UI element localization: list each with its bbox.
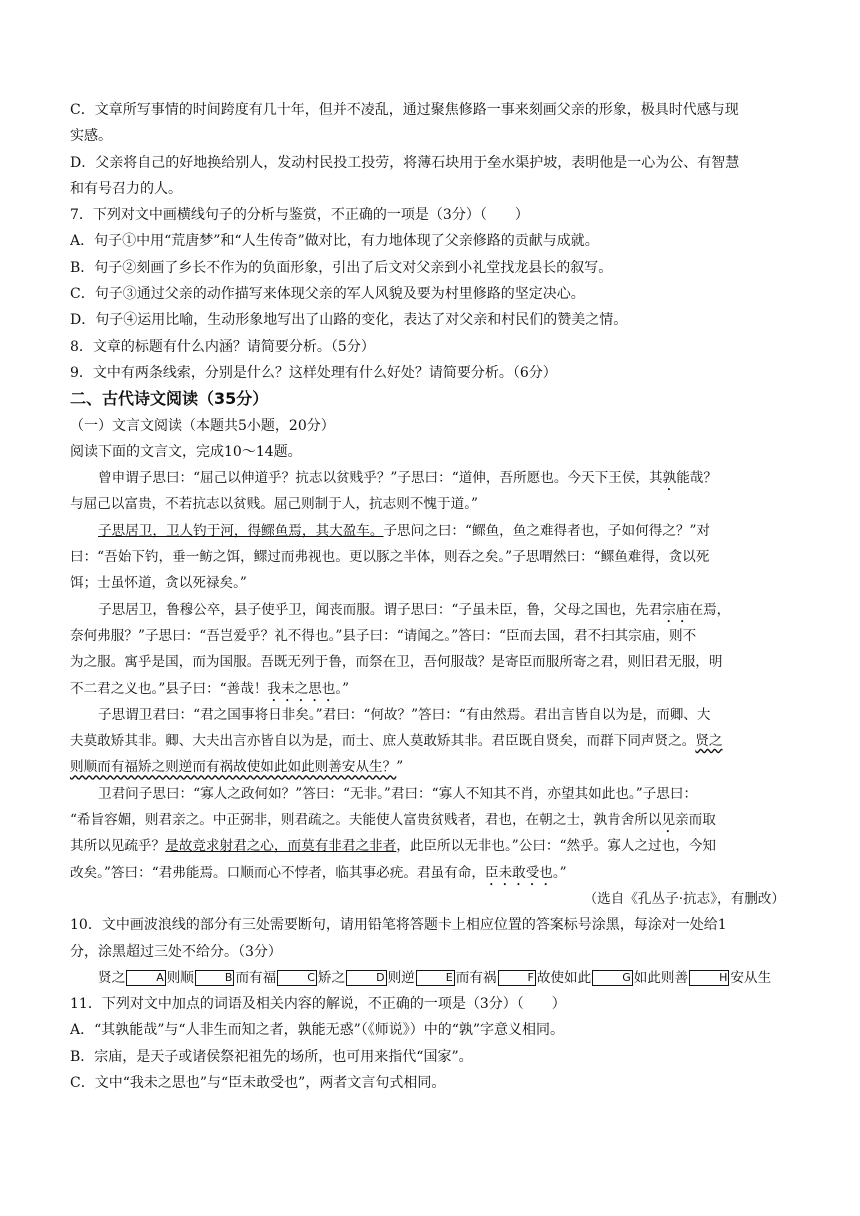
break-option-c[interactable]: C <box>277 970 317 986</box>
passage-p5-line4: 改矣。”答曰：“君弗能焉。口顺而心不悖者，临其事必疣。君虽有命，臣未敢受也。” <box>70 864 567 881</box>
option-11a: A．“其孰能哉”与“人非生而知之者，孰能无惑”（《师说》）中的“孰”字意义相同。 <box>70 1022 565 1039</box>
break-option-g[interactable]: G <box>592 970 633 986</box>
option-11c: C．文中“我未之思也”与“臣未敢受也”，两者文言句式相同。 <box>70 1074 446 1091</box>
dotted-word-jian: 见 <box>661 812 676 829</box>
passage-p4-line1: 子思谓卫君曰：“君之国事将日非矣。”君曰：“何故？”答曰：“有由然焉。君出言皆自以为是，而卿、大 <box>98 706 711 723</box>
option-7d: D．句子④运用比喻，生动形象地写出了山路的变化，表达了对父亲和村民们的赞美之情。 <box>70 312 628 329</box>
question-7: 7．下列对文中画横线句子的分析与鉴赏，不正确的一项是（3分）（ ） <box>70 207 529 224</box>
wavy-segment-1: 贤之 <box>695 733 723 750</box>
passage-source: （选自《孔丛子·抗志》，有删改） <box>583 890 785 907</box>
passage-p1-line1: 曾申谓子思曰：“屈己以伸道乎？抗志以贫贱乎？”子思曰：“道伸，吾所愿也。今天下王侯，其孰能哉？ <box>98 470 717 487</box>
break-segment: 贤之 <box>98 969 126 986</box>
passage-p4-line2: 夫莫敢矫其非。卿、大夫出言亦皆自以为是，而士、庶人莫敢矫其非。君臣既自贤矣，而群下同声贤之。贤之 <box>70 733 723 750</box>
subsection-heading: （一）文言文阅读（本题共5小题，20分） <box>70 417 335 434</box>
question-10-cont: 分，涂黑超过三处不给分。（3分） <box>70 943 282 960</box>
dotted-word-shu: 孰 <box>662 470 677 487</box>
underlined-sentence-2: 是故竞求射君之心，而莫有非君之非者 <box>165 838 397 855</box>
passage-p3-line2: 奈何弗服？”子思曰：“吾岂爱乎？礼不得也。”县子曰：“请闻之。”答曰：“臣而去国，君不扫其宗庙，则不 <box>70 627 697 644</box>
break-segment: 则顺 <box>166 969 194 986</box>
break-option-d[interactable]: D <box>346 970 386 986</box>
question-10: 10．文中画波浪线的部分有三处需要断句，请用铅笔将答题卡上相应位置的答案标号涂黑，每涂对一处给1 <box>70 917 727 934</box>
break-segment: 安从生 <box>730 969 772 986</box>
passage-p2-line3: 饵；士虽怀道，贪以死禄矣。” <box>70 575 247 592</box>
reading-instruction: 阅读下面的文言文，完成10～14题。 <box>70 443 302 460</box>
dotted-phrase-2: 臣未敢受也 <box>484 864 553 881</box>
break-segment: 而有福 <box>235 969 277 986</box>
exam-page <box>70 97 795 1096</box>
option-7a: A．句子①中用“荒唐梦”和“人生传奇”做对比，有力地体现了父亲修路的贡献与成就。 <box>70 233 599 250</box>
sentence-break-options <box>70 965 795 991</box>
passage-p5-line3: 其所以见疏乎？是故竞求射君之心，而莫有非君之非者，此臣所以无非也。”公曰：“然乎。寡人之过也，今知 <box>70 838 717 855</box>
dotted-word-zongmiao: 宗庙 <box>662 601 690 618</box>
question-9: 9．文中有两条线索，分别是什么？这样处理有什么好处？请简要分析。（6分） <box>70 364 557 381</box>
passage-p3-line4: 不二君之义也。”县子曰：“善哉！我未之思也。” <box>70 680 350 697</box>
break-option-f[interactable]: F <box>498 970 536 986</box>
passage-p2-line1: 子思居卫，卫人钓于河，得鳏鱼焉，其大盈车。子思问之曰：“鳏鱼，鱼之难得者也，子如何得之？”对 <box>98 522 711 539</box>
option-6d: D．父亲将自己的好地换给别人，发动村民投工投劳，将薄石块用于垒水渠护坡，表明他是一心为公、有智慧 <box>70 154 740 171</box>
break-option-a[interactable]: A <box>126 970 166 986</box>
break-segment: 而有祸 <box>455 969 497 986</box>
passage-p2-line2: 曰：“吾始下钓，垂一鲂之饵，鳏过而弗视也。更以豚之半体，则吞之矣。”子思喟然曰：“鳏鱼难得，贪以死 <box>70 549 710 566</box>
break-option-h[interactable]: H <box>689 970 729 986</box>
option-6c-cont: 实感。 <box>70 128 112 145</box>
passage-p3-line1: 子思居卫，鲁穆公卒，县子使乎卫，闻丧而服。谓子思曰：“子虽未臣，鲁，父母之国也，先君宗庙在焉， <box>98 601 731 618</box>
passage-p5-line2: “希旨容媚，则君亲之。中正弼非，则君疏之。夫能使人富贵贫贱者，君也，在朝之士，孰肯舍所以见亲而取 <box>70 812 716 829</box>
option-11b: B．宗庙，是天子或诸侯祭祀祖先的场所，也可用来指代“国家”。 <box>70 1048 473 1065</box>
option-6c: C．文章所写事情的时间跨度有几十年，但并不凌乱，通过聚焦修路一事来刻画父亲的形象，极具时代感与现 <box>70 102 739 118</box>
question-8: 8．文章的标题有什么内涵？请简要分析。（5分） <box>70 338 375 355</box>
wavy-segment-2: 则顺而有福矫之则逆而有祸故使如此如此则善安从生？ <box>70 759 397 776</box>
question-11: 11．下列对文中加点的词语及相关内容的解说，不正确的一项是（3分）（ ） <box>70 996 566 1013</box>
passage-p3-line3: 为之服。寓乎是国，而为国服。吾既无列于鲁，而祭在卫，吾何服哉？是寄臣而服所寄之君，则旧君无服，明 <box>70 654 723 671</box>
break-segment: 矫之 <box>317 969 346 986</box>
break-option-e[interactable]: E <box>416 970 455 986</box>
underlined-sentence-1: 子思居卫，卫人钓于河，得鳏鱼焉，其大盈车。 <box>98 522 384 539</box>
dotted-phrase-1: 我未之思也 <box>267 680 336 697</box>
option-7c: C．句子③通过父亲的动作描写来体现父亲的军人风貌及要为村里修路的坚定决心。 <box>70 286 585 303</box>
option-7b: B．句子②刻画了乡长不作为的负面形象，引出了后文对父亲到小礼堂找龙县长的叙写。 <box>70 259 613 276</box>
passage-p1-line2: 与屈己以富贵，不若抗志以贫贱。屈己则制于人，抗志则不愧于道。” <box>70 496 478 513</box>
passage-p4-line3: 则顺而有福矫之则逆而有祸故使如此如此则善安从生？” <box>70 759 404 776</box>
break-option-b[interactable]: B <box>195 970 235 986</box>
section-heading-2: 二、古代诗文阅读（35分） <box>70 389 269 409</box>
break-segment: 故使如此 <box>536 969 592 986</box>
break-segment: 如此则善 <box>633 969 689 986</box>
break-segment: 则逆 <box>387 969 415 986</box>
passage-p5-line1: 卫君问子思曰：“寡人之政何如？”答曰：“无非。”君曰：“寡人不知其不肖，亦望其如此也。”子思曰： <box>98 785 698 802</box>
option-6d-cont: 和有号召力的人。 <box>70 180 182 197</box>
